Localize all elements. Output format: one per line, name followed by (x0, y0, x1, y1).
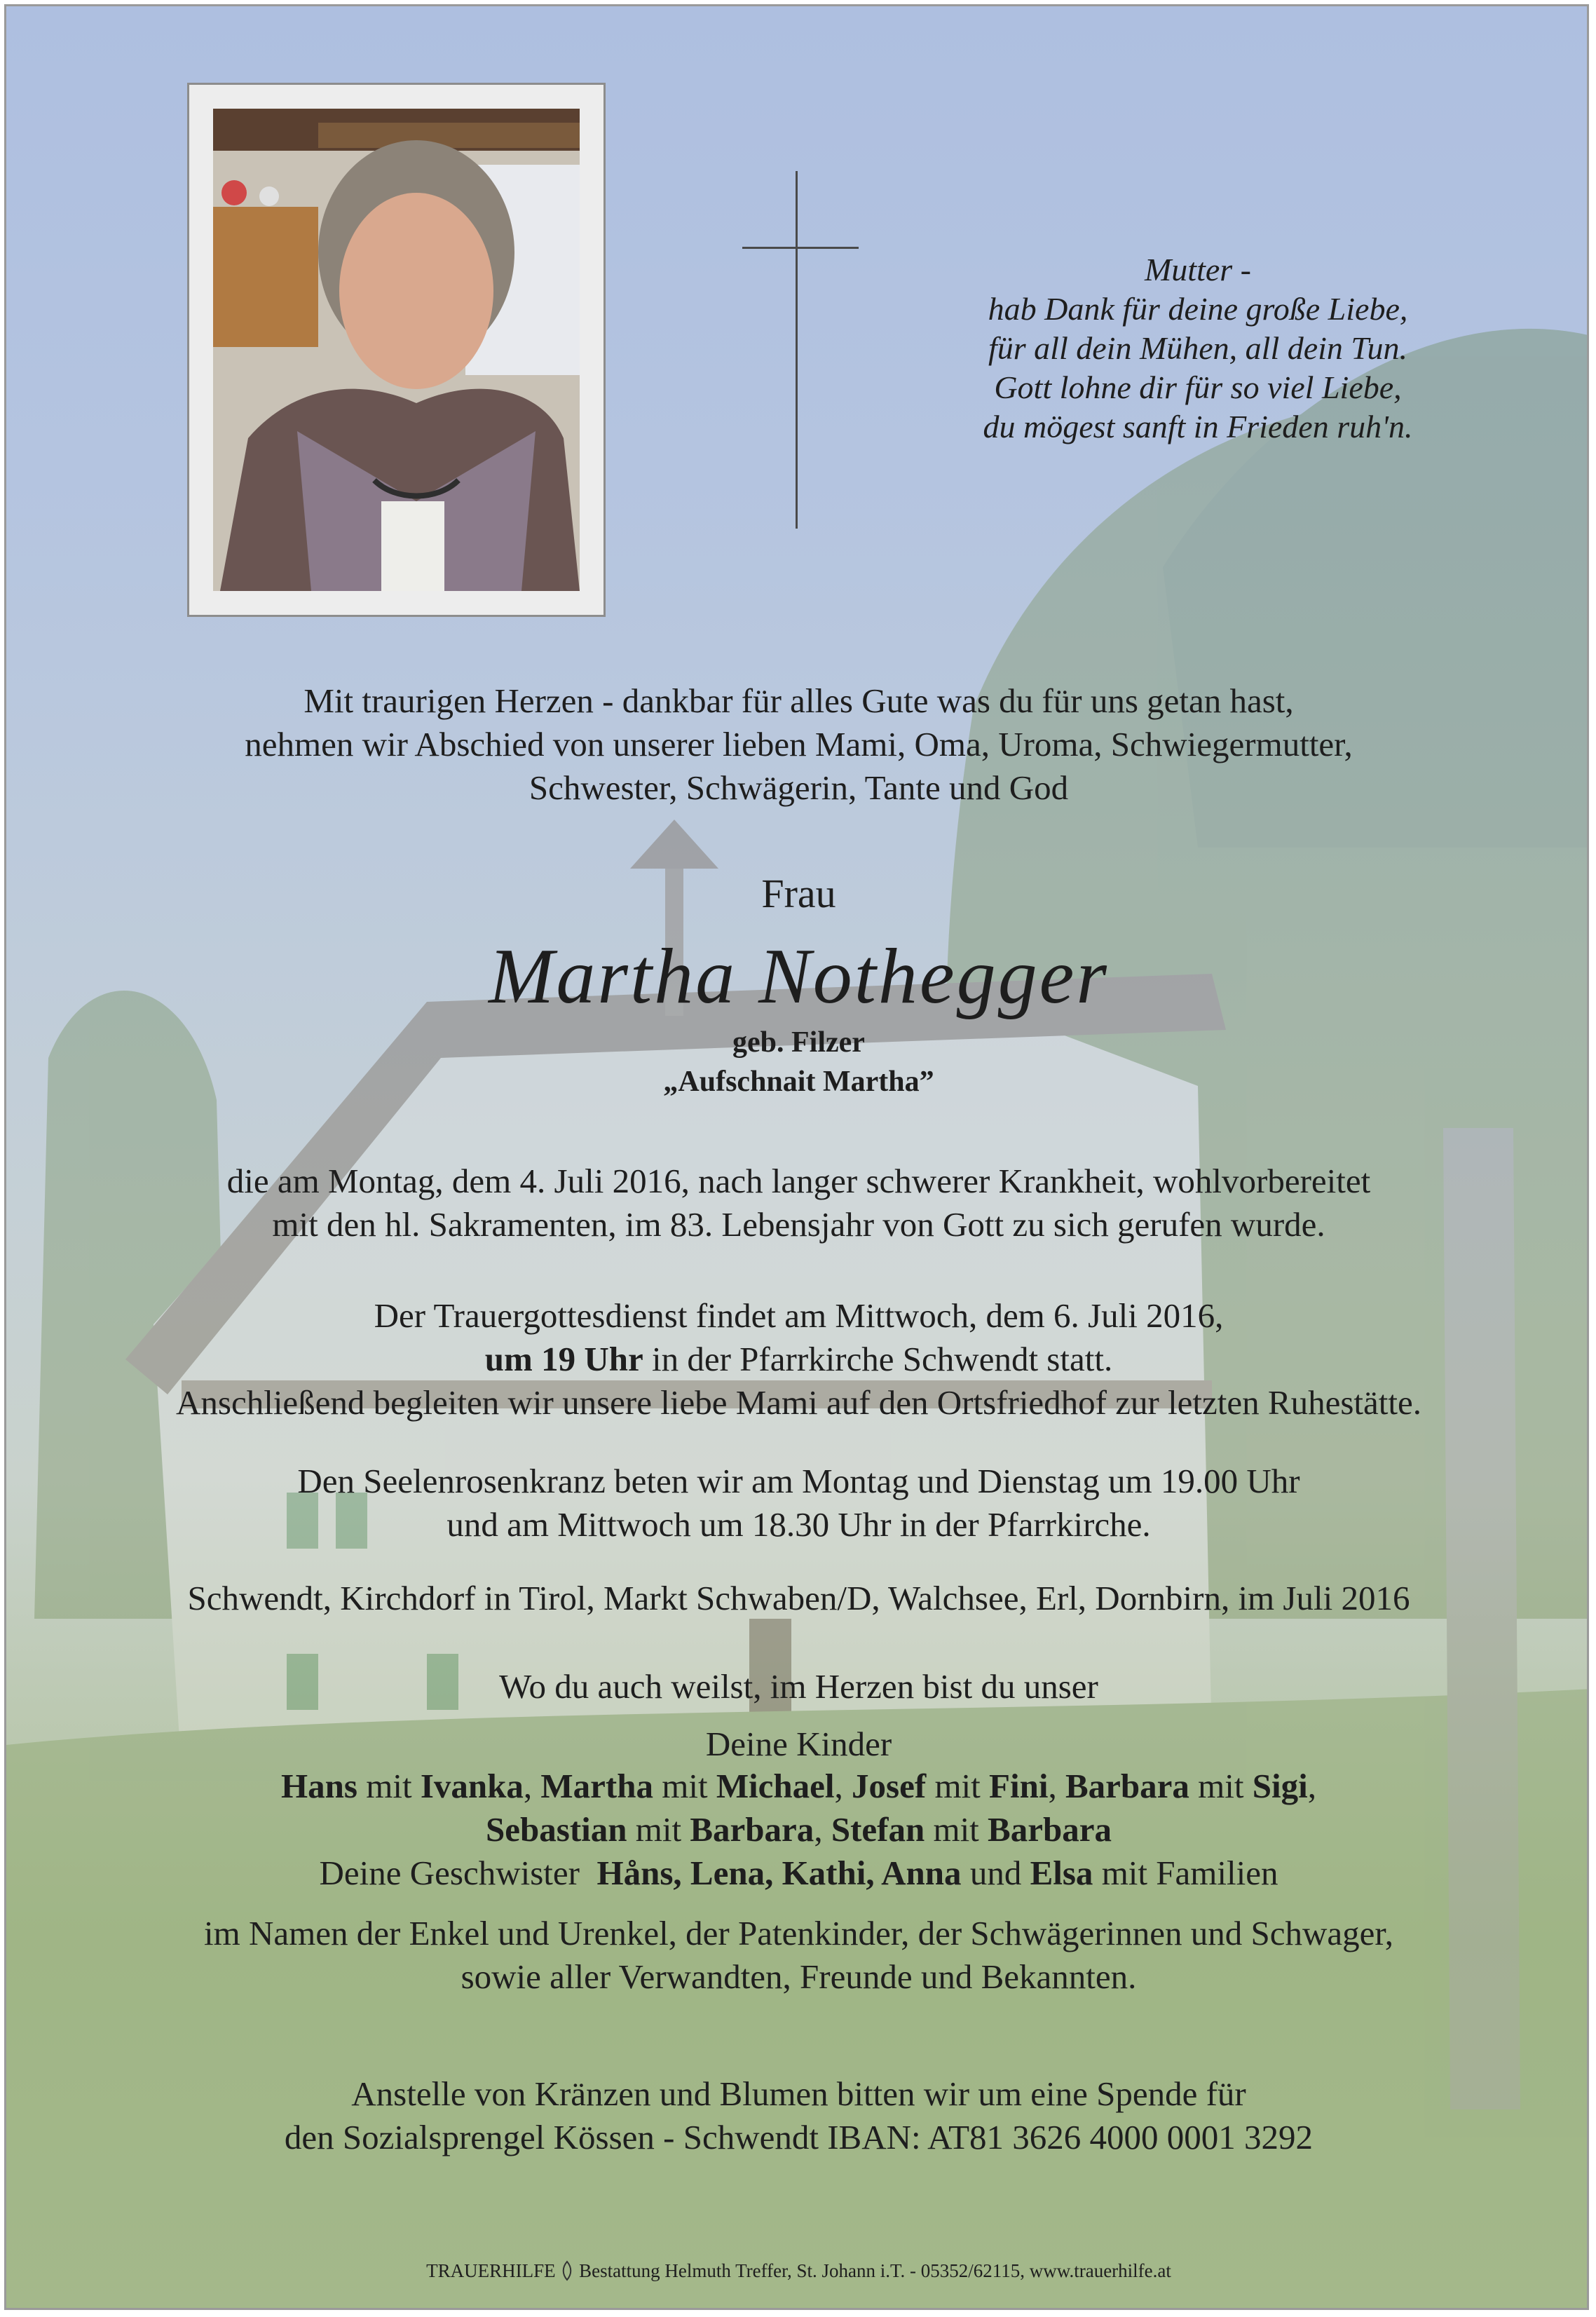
deceased-portrait-image (213, 109, 580, 591)
connector: mit (933, 1810, 979, 1849)
children-heading: Deine Kinder (705, 1725, 892, 1763)
sibling-names: Håns, Lena, Kathi, Anna (596, 1854, 962, 1892)
motto: Wo du auch weilst, im Herzen bist du unser (499, 1667, 1098, 1706)
salutation: Frau (761, 871, 836, 916)
intro-line: Mit traurigen Herzen - dankbar für alles Gute was du für uns getan hast, (303, 681, 1294, 720)
death-line: die am Montag, dem 4. Juli 2016, nach langer schwerer Krankheit, wohlvorbereitet (226, 1162, 1371, 1200)
connector: mit (635, 1810, 682, 1849)
undertaker-logo-icon (560, 2260, 574, 2281)
spouse-name: Michael (716, 1767, 835, 1805)
child-name: Hans (281, 1767, 357, 1805)
relatives-line: im Namen der Enkel und Urenkel, der Patenkinder, der Schwägerinnen und Schwager, (204, 1914, 1393, 1952)
funeral-place: in der Pfarrkirche Schwendt statt. (643, 1340, 1113, 1378)
intro-line: Schwester, Schwägerin, Tante und God (528, 768, 1069, 807)
funeral-line-2 (6, 1338, 1589, 1381)
cross-vertical (796, 171, 798, 529)
connector: mit (1198, 1767, 1244, 1805)
child-name: Stefan (831, 1810, 925, 1849)
connector: mit (934, 1767, 981, 1805)
portrait-photo (213, 109, 580, 591)
parte-card (4, 4, 1589, 2310)
birth-name: geb. Filzer (732, 1026, 865, 1059)
intro-text (6, 679, 1589, 810)
places-date: Schwendt, Kirchdorf in Tirol, Markt Schwaben/D, Walchsee, Erl, Dornbirn, im Juli 2016 (187, 1579, 1410, 1617)
footer (6, 2260, 1589, 2282)
portrait-frame (187, 83, 606, 617)
rosary-line: Den Seelenrosenkranz beten wir am Montag und Dienstag um 19.00 Uhr (297, 1462, 1300, 1500)
spouse-name: Ivanka (420, 1767, 524, 1805)
nickname: „Aufschnait Martha” (663, 1066, 934, 1098)
connector: mit (662, 1767, 708, 1805)
siblings-suffix: mit Familien (1101, 1854, 1278, 1892)
child-name: Sebastian (486, 1810, 627, 1849)
children-line-2: Sebastian mit Barbara, Stefan mit Barbara (486, 1810, 1112, 1849)
sibling-name: Elsa (1030, 1854, 1093, 1892)
memorial-poem (918, 250, 1478, 447)
child-name: Josef (852, 1767, 927, 1805)
children-line-1: Hans mit Ivanka, Martha mit Michael, Josef mit Fini, Barbara mit Sigi, (281, 1767, 1316, 1805)
spouse-name: Barbara (690, 1810, 814, 1849)
connector: und (969, 1854, 1022, 1892)
funeral-line-3: Anschließend begleiten wir unsere liebe Mami auf den Ortsfriedhof zur letzten Ruhestätte. (176, 1383, 1421, 1422)
spouse-name: Sigi (1252, 1767, 1308, 1805)
relatives-line: sowie aller Verwandten, Freunde und Bekannten. (461, 1957, 1137, 1996)
spouse-name: Fini (989, 1767, 1049, 1805)
siblings-line (6, 1851, 1589, 1895)
death-notice (6, 1160, 1589, 1246)
footer-brand: TRAUERHILFE (426, 2260, 556, 2281)
child-name: Martha (540, 1767, 653, 1805)
spouse-name: Barbara (988, 1810, 1112, 1849)
funeral-notice (6, 1294, 1589, 1425)
child-name: Barbara (1065, 1767, 1189, 1805)
footer-text: Bestattung Helmuth Treffer, St. Johann i.T. - 05352/62115, www.trauerhilfe.at (579, 2260, 1171, 2281)
death-line: mit den hl. Sakramenten, im 83. Lebensjahr von Gott zu sich gerufen wurde. (272, 1205, 1325, 1244)
donation-text (6, 2072, 1589, 2159)
poem-line: Mutter - (1144, 252, 1251, 287)
relatives-text (6, 1912, 1589, 1999)
siblings-prefix: Deine Geschwister (319, 1854, 580, 1892)
donation-line: Anstelle von Kränzen und Blumen bitten wir um eine Spende für (351, 2074, 1246, 2113)
rosary-line: und am Mittwoch um 18.30 Uhr in der Pfarrkirche. (446, 1505, 1151, 1544)
deceased-name: Martha Nothegger (489, 933, 1109, 1020)
poem-line: du mögest sanft in Frieden ruh'n. (983, 409, 1413, 444)
poem-line: für all dein Mühen, all dein Tun. (988, 330, 1407, 366)
rosary-notice (6, 1460, 1589, 1547)
poem-line: Gott lohne dir für so viel Liebe, (994, 369, 1402, 405)
connector: mit (366, 1767, 412, 1805)
donation-line: den Sozialsprengel Kössen - Schwendt IBAN: AT81 3626 4000 0001 3292 (284, 2118, 1314, 2156)
cross-horizontal (742, 247, 859, 249)
funeral-line-1: Der Trauergottesdienst findet am Mittwoch, dem 6. Juli 2016, (374, 1296, 1224, 1335)
funeral-time: um 19 Uhr (484, 1340, 643, 1378)
intro-line: nehmen wir Abschied von unserer lieben Mami, Oma, Uroma, Schwiegermutter, (245, 725, 1353, 763)
poem-line: hab Dank für deine große Liebe, (988, 291, 1408, 327)
